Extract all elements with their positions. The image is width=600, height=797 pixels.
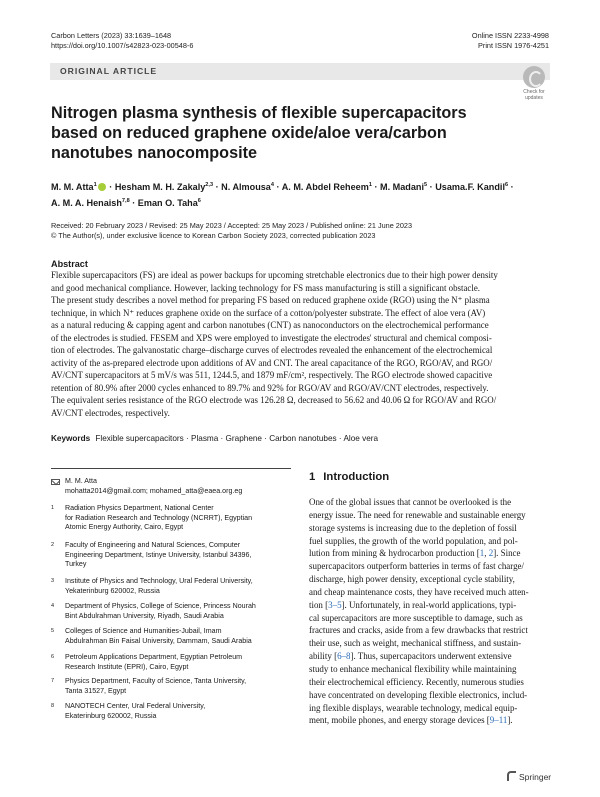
author-affiliation-marker: 6: [504, 182, 509, 188]
affiliation-item: [51, 541, 291, 570]
author-name[interactable]: A. M. A. Henaish: [51, 197, 122, 208]
intro-text-segment: ].: [507, 715, 513, 726]
affiliation-text: Radiation Physics Department, National Center for Radiation Research and Technology (NCRRT), Egyptian Atomic Energy Authority, Cairo, Egypt: [65, 504, 253, 532]
author-affiliation-marker: 7,8: [121, 197, 130, 204]
copyright-line: © The Author(s), under exclusive licence to Korean Carbon Society 2023, corrected publication 2023: [51, 230, 376, 240]
publisher-logo: [507, 771, 551, 782]
citation-link[interactable]: 1: [479, 548, 485, 559]
affiliation-number: 2: [51, 542, 55, 548]
citation-link[interactable]: 3–5: [328, 599, 342, 610]
intro-text-segment: ]. Thus, supercapacitors underwent extensive study to enhance mechanical flexibility while maintaining their electrochemical efficiency. Recently, numerous studies have concentrated on developing flexible electronics, includ- ing flexible displays, wearable technology, medical equip- ment, mobile phones, and energy storage devices [: [309, 651, 528, 726]
author-name[interactable]: N. Almousa: [221, 182, 271, 193]
corresponding-author: [51, 477, 296, 497]
affiliation-text: Institute of Physics and Technology, Ural Federal University, Yekaterinburg 620002, Russia: [65, 577, 253, 595]
keywords-label: Keywords: [51, 434, 91, 443]
corresponding-author-name: M. M. Atta: [65, 477, 97, 485]
section-heading-introduction: [309, 471, 389, 483]
abstract-heading: Abstract: [51, 259, 88, 269]
citation-link[interactable]: 6–8: [337, 651, 351, 662]
orcid-icon[interactable]: [98, 183, 106, 191]
running-header-right: [472, 31, 549, 51]
affiliation-item: [51, 577, 291, 596]
affiliation-number: 5: [51, 628, 55, 634]
springer-horse-icon: [507, 771, 516, 781]
affiliation-number: 7: [51, 678, 55, 684]
author-name[interactable]: Hesham M. H. Zakaly: [114, 182, 206, 193]
section-number: 1: [309, 471, 316, 483]
citation-link[interactable]: 9–11: [489, 715, 508, 726]
section-title: Introduction: [323, 471, 390, 483]
check-for-updates-button[interactable]: [519, 66, 549, 101]
check-for-updates-icon: [523, 66, 545, 88]
affiliation-text: Physics Department, Faculty of Science, Tanta University, Tanta 31527, Egypt: [65, 677, 247, 695]
check-for-updates-label: Check for updates: [523, 89, 545, 101]
running-header-left: [51, 31, 193, 51]
article-type: ORIGINAL ARTICLE: [60, 66, 158, 76]
author-affiliation-marker: 4: [270, 182, 274, 188]
footnote-divider: [51, 468, 291, 469]
author-affiliation-marker: 5: [424, 182, 428, 188]
article-title: Nitrogen plasma synthesis of flexible supercapacitors based on reduced graphene oxide/aloe vera/carbon nanotubes nanocomposite: [51, 104, 467, 162]
citation-link[interactable]: 2: [488, 548, 494, 559]
affiliation-item: [51, 602, 291, 621]
history-dates: Received: 20 February 2023 / Revised: 25 May 2023 / Accepted: 25 May 2023 / Published online: 21 June 2023: [51, 221, 413, 230]
author-affiliation-marker: 1: [368, 182, 372, 188]
affiliation-number: 4: [51, 603, 55, 609]
article-type-band: [50, 63, 550, 80]
affiliation-text: Department of Physics, College of Science, Princess Nourah Bint Abdulrahman University, Riyadh, Saudi Arabia: [65, 602, 256, 620]
online-issn: Online ISSN 2233-4998: [471, 31, 549, 40]
affiliation-number: 6: [51, 654, 55, 660]
affiliation-number: 3: [51, 578, 55, 584]
affiliation-item: [51, 677, 291, 696]
author-name[interactable]: M. Madani: [380, 182, 425, 193]
intro-text-segment: One of the global issues that cannot be overlooked is the energy issue. The need for renewable and sustainable energy storage systems is increasing due to the depletion of fossil fuel supplies, the growth of the world population, and pol- lution from mining & hydrocarbon production [: [309, 497, 526, 559]
author-name[interactable]: Eman O. Taha: [137, 197, 198, 208]
affiliation-item: [51, 627, 291, 646]
author-name[interactable]: M. M. Atta: [51, 182, 94, 193]
print-issn: Print ISSN 1976-4251: [478, 41, 549, 50]
affiliation-number: 1: [51, 505, 55, 511]
affiliation-text: Faculty of Engineering and Natural Sciences, Computer Engineering Department, Istinye University, Istanbul 34396, Turkey: [65, 541, 252, 569]
author-affiliation-marker: 1: [93, 182, 97, 188]
keywords-text: Flexible supercapacitors · Plasma · Graphene · Carbon nanotubes · Aloe vera: [95, 434, 379, 443]
intro-text-segment: ]. Unfortunately, in real-world applications, typi- cal supercapacitors are more susceptible to damage, such as fractures and cracks, aside from a few drawbacks that restrict their use, such as weight, mechanical stiffness, and sustain- ability [: [309, 599, 528, 662]
keywords: [51, 434, 378, 443]
affiliation-number: 8: [51, 703, 55, 709]
introduction-text: [309, 496, 551, 727]
author-name[interactable]: Usama.F. Kandil: [435, 182, 505, 193]
affiliation-item: [51, 702, 291, 721]
affiliation-text: NANOTECH Center, Ural Federal University, Ekaterinburg 620002, Russia: [65, 702, 206, 720]
intro-text-segment: ,: [484, 548, 489, 559]
affiliation-text: Colleges of Science and Humanities-Jubail, Imam Abdulrahman Bin Faisal University, Dammam, Saudi Arabia: [65, 627, 252, 645]
abstract-text: Flexible supercapacitors (FS) are ideal as power backups for upcoming stretchable electronics due to their high power density and good mechanical compliance. However, lacking technology for FS mass manufacturing is still a significant obstacle. The present study describes a novel method for preparing FS based on reduced graphene oxide (RGO) using the N⁺ plasma technique, in which N⁺ reduces graphene oxide on the surface of a cotton/polyester substrate. The effect of aloe vera (AV) as a natural reducing & capping agent and carbon nanotubes (CNT) as nanoconductors on the electrochemical performance of the electrodes is studied. FESEM and XPS were employed to investigate the electrodes' structural and chemical composi- tion of electrodes. The galvanostatic charge–discharge curves of electrodes revealed the enhancement of the electrochemical activity of the as-prepared electrode upon additions of AV and CNT. The areal capacitance of the RGO, RGO/AV, and RGO/ AV/CNT supercapacitors at 5 mV/s was 511, 1244.5, and 1879 mF/cm², respectively. The RGO electrode showed capacitive retention of 80.9% after 2000 cycles enhanced to 89.7% and 92% for RGO/AV and RGO/AV/CNT electrodes, respectively. The equivalent series resistance of the RGO electrode was 126.28 Ω, decreased to 56.62 and 40.06 Ω for RGO/AV and RGO/ AV/CNT electrodes, respectively.: [51, 270, 498, 418]
doi-link[interactable]: https://doi.org/10.1007/s42823-023-00548-6: [51, 41, 194, 50]
author-name[interactable]: A. M. Abdel Reheem: [281, 182, 369, 193]
intro-text-segment: ]. Since supercapacitors outperform batteries in terms of fast charge/ discharge, high power density, exceptional cycle stability, and cheap maintenance costs, they have received much atten- tion [: [309, 548, 529, 610]
journal-citation: Carbon Letters (2023) 33:1639–1648: [51, 31, 172, 40]
author-list: M. M. Atta$^1$ · Hesham M. H. Zakaly$^{2,3}$ · N. Almousa$^4$ · A. M. Abdel Reheem$^1$ · M. Madani$^5$ · Usama.F. Kandil$^6$ · A. M. A. Henaish$^{7,8}$ · Eman O. Taha$^6$: [51, 182, 514, 208]
author-affiliation-marker: 6: [197, 197, 201, 204]
corresponding-author-email[interactable]: mohatta2014@gmail.com; mohamed_atta@eaea.org.eg: [65, 486, 243, 495]
envelope-icon: [51, 479, 60, 485]
affiliation-text: Petroleum Applications Department, Egyptian Petroleum Research Institute (EPRI), Cairo, Egypt: [65, 653, 243, 671]
author-affiliation-marker: 2,3: [205, 182, 214, 188]
affiliation-item: [51, 653, 291, 672]
publisher-name: Springer: [519, 772, 552, 782]
publication-dates: [51, 221, 412, 241]
affiliation-item: [51, 504, 291, 533]
